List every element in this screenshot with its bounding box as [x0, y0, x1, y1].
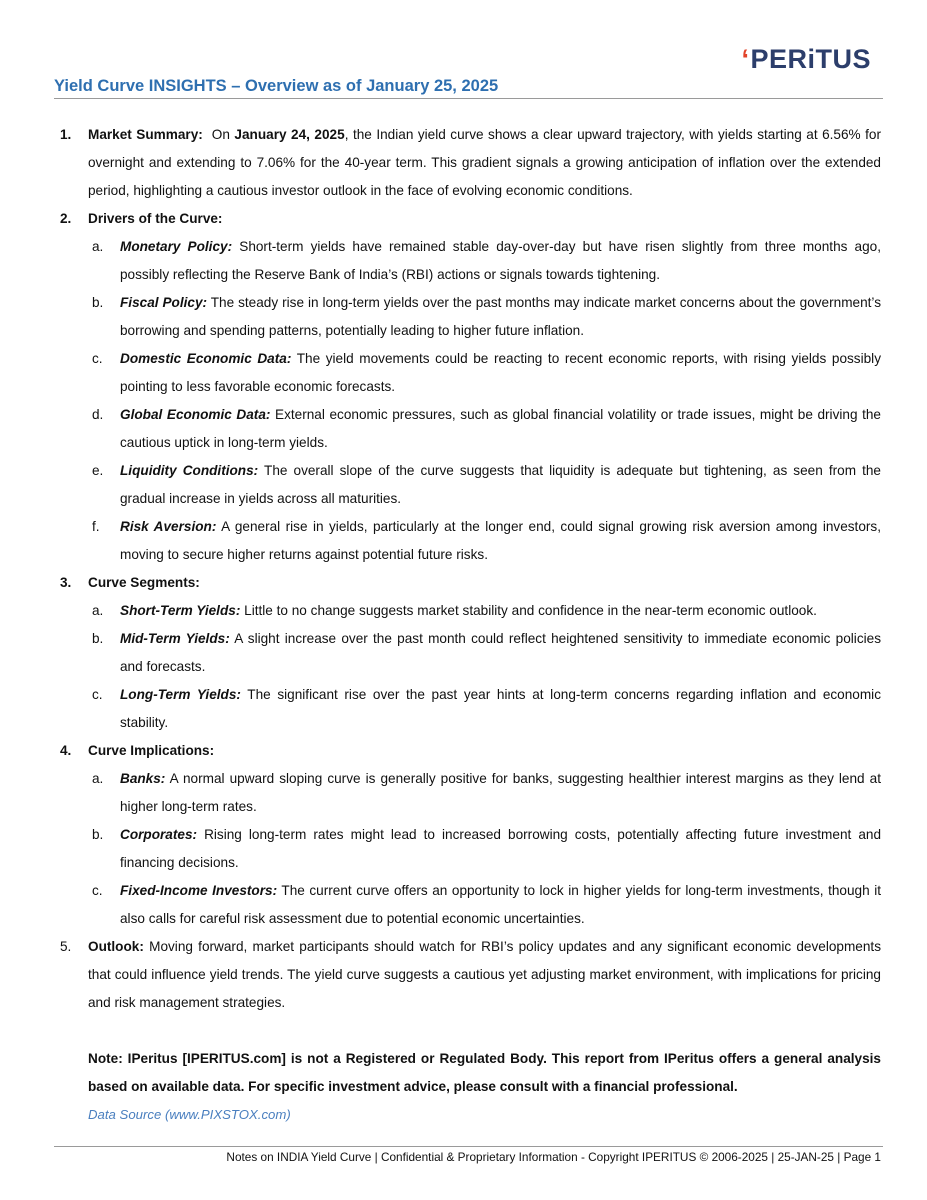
- item-letter: b.: [92, 295, 104, 310]
- item-text: A slight increase over the past month could reflect heightened sensitivity to immediate economic policies and forecasts.: [120, 631, 881, 674]
- item-label: Domestic Economic Data:: [120, 351, 292, 366]
- report-body: [54, 121, 881, 1129]
- item-label: Short-Term Yields:: [120, 603, 241, 618]
- section-text: , the Indian yield curve shows a clear upward trajectory, with yields starting at 6.56% for overnight and extending to 7.06% for the 40-year term. This gradient signals a growing anticipation of inflation over the extended period, highlighting a cautious investor outlook in the face of evolving economic conditions.: [88, 127, 881, 198]
- page-title: Yield Curve INSIGHTS – Overview as of January 25, 2025: [54, 77, 499, 95]
- section-pre-text: On: [211, 127, 230, 142]
- list-item: [54, 513, 881, 569]
- iperitus-logo: [741, 44, 871, 75]
- section-market-summary: [54, 121, 881, 205]
- item-letter: b.: [92, 827, 104, 842]
- item-label: Fixed-Income Investors:: [120, 883, 278, 898]
- item-text: The steady rise in long-term yields over the past months may indicate market concerns about the government’s borrowing and spending patterns, potentially leading to higher future inflation.: [120, 295, 881, 338]
- list-item: [54, 457, 881, 513]
- list-item: [54, 877, 881, 933]
- item-label: Fiscal Policy:: [120, 295, 208, 310]
- item-letter: a.: [92, 603, 104, 618]
- item-label: Mid-Term Yields:: [120, 631, 230, 646]
- section-curve-segments: [54, 569, 881, 597]
- item-letter: d.: [92, 407, 104, 422]
- section-number: 5.: [60, 939, 72, 954]
- item-label: Corporates:: [120, 827, 198, 842]
- item-text: The overall slope of the curve suggests that liquidity is adequate but tightening, as seen from the gradual increase in yields across all maturities.: [120, 463, 881, 506]
- item-letter: c.: [92, 687, 103, 702]
- item-text: External economic pressures, such as global financial volatility or trade issues, might be driving the cautious uptick in long-term yields.: [120, 407, 881, 450]
- item-text: Little to no change suggests market stability and confidence in the near-term economic outlook.: [244, 603, 817, 618]
- item-text: The significant rise over the past year hints at long-term concerns regarding inflation and economic stability.: [120, 687, 881, 730]
- logo-mark-icon: ‘: [741, 44, 750, 74]
- item-letter: c.: [92, 883, 103, 898]
- section-number: 2.: [60, 211, 72, 226]
- list-item: [54, 681, 881, 737]
- item-text: A normal upward sloping curve is generally positive for banks, suggesting healthier interest margins as they lend at higher long-term rates.: [120, 771, 881, 814]
- item-letter: a.: [92, 771, 104, 786]
- summary-date: January 24, 2025: [234, 127, 345, 142]
- list-item: [54, 765, 881, 821]
- section-text: Moving forward, market participants should watch for RBI’s policy updates and any significant economic developments that could influence yield trends. The yield curve suggests a cautious yet adjusting market environment, with implications for pricing and risk management strategies.: [88, 939, 881, 1010]
- list-item: [54, 233, 881, 289]
- section-label: Outlook:: [88, 939, 144, 954]
- list-item: [54, 597, 881, 625]
- section-label: Market Summary:: [88, 127, 203, 142]
- page-footer: Notes on INDIA Yield Curve | Confidential & Proprietary Information - Copyright IPERITUS © 2006-2025 | 25-JAN-25 | Page 1: [226, 1150, 881, 1164]
- disclaimer-note: Note: IPeritus [IPERITUS.com] is not a Registered or Regulated Body. This report from IPeritus offers a general analysis based on available data. For specific investment advice, please consult with a financial professional.: [88, 1051, 881, 1094]
- section-label: Drivers of the Curve:: [88, 211, 223, 226]
- list-item: [54, 401, 881, 457]
- item-text: The current curve offers an opportunity to lock in higher yields for long-term investments, though it also calls for careful risk assessment due to potential economic uncertainties.: [120, 883, 881, 926]
- item-letter: a.: [92, 239, 104, 254]
- list-item: [54, 345, 881, 401]
- item-letter: e.: [92, 463, 104, 478]
- section-number: 4.: [60, 743, 72, 758]
- item-label: Liquidity Conditions:: [120, 463, 259, 478]
- item-text: Rising long-term rates might lead to increased borrowing costs, potentially affecting future investment and financing decisions.: [120, 827, 881, 870]
- section-label: Curve Segments:: [88, 575, 200, 590]
- item-letter: f.: [92, 519, 100, 534]
- item-text: Short-term yields have remained stable day-over-day but have risen slightly from three months ago, possibly reflecting the Reserve Bank of India’s (RBI) actions or signals towards tightening.: [120, 239, 882, 282]
- item-letter: c.: [92, 351, 103, 366]
- header-divider: [54, 98, 883, 99]
- data-source-link[interactable]: Data Source (www.PIXSTOX.com): [88, 1107, 291, 1122]
- section-outlook: [54, 933, 881, 1017]
- item-text: A general rise in yields, particularly at the longer end, could signal growing risk aversion among investors, moving to secure higher returns against potential future risks.: [120, 519, 881, 562]
- section-drivers: [54, 205, 881, 233]
- list-item: [54, 821, 881, 877]
- footer-divider: [54, 1146, 883, 1147]
- item-text: The yield movements could be reacting to recent economic reports, with rising yields possibly pointing to less favorable economic forecasts.: [120, 351, 882, 394]
- section-number: 1.: [60, 127, 72, 142]
- section-number: 3.: [60, 575, 72, 590]
- item-label: Risk Aversion:: [120, 519, 217, 534]
- list-item: [54, 625, 881, 681]
- item-label: Banks:: [120, 771, 166, 786]
- item-label: Global Economic Data:: [120, 407, 271, 422]
- section-label: Curve Implications:: [88, 743, 215, 758]
- list-item: [54, 289, 881, 345]
- logo-text: PERiTUS: [750, 44, 871, 74]
- item-letter: b.: [92, 631, 104, 646]
- section-curve-implications: [54, 737, 881, 765]
- item-label: Long-Term Yields:: [120, 687, 241, 702]
- item-label: Monetary Policy:: [120, 239, 233, 254]
